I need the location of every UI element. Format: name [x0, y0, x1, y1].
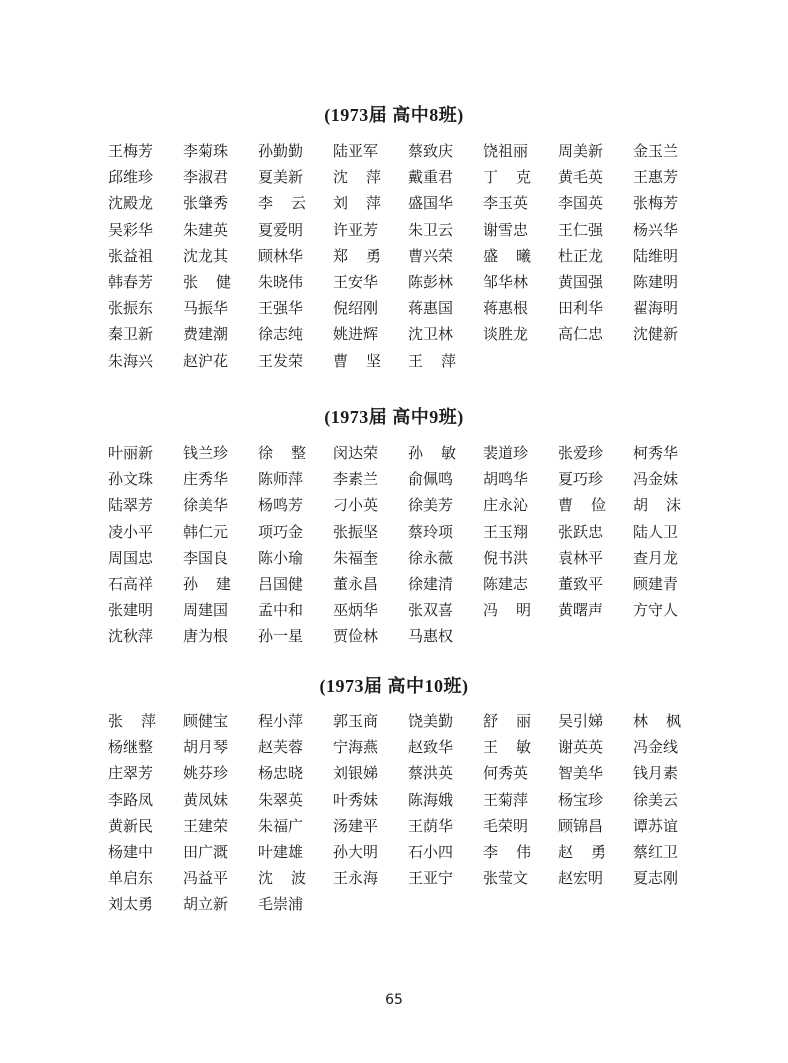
student-name: 夏志刚 — [633, 869, 679, 888]
student-name: 杨建中 — [108, 842, 154, 861]
student-name: 朱建英 — [183, 220, 229, 239]
student-name: 曹兴荣 — [408, 246, 454, 265]
student-name: 孙勤勤 — [258, 142, 304, 160]
student-name: 胡立新 — [183, 895, 229, 914]
student-name: 王强华 — [258, 299, 304, 318]
student-name: 查月龙 — [633, 548, 679, 567]
student-name: 黄凤妹 — [183, 790, 229, 809]
student-name: 孟中和 — [258, 601, 304, 620]
student-name: 沈健新 — [633, 325, 679, 344]
student-name: 李素兰 — [333, 470, 379, 489]
student-name: 王 萍 — [408, 351, 456, 370]
student-name: 王建荣 — [183, 816, 229, 835]
student-name: 许亚芳 — [333, 220, 379, 239]
student-name: 夏巧珍 — [558, 470, 604, 489]
student-name: 盛国华 — [408, 194, 454, 213]
student-name: 沈殿龙 — [108, 194, 154, 213]
student-name: 裴道珍 — [483, 444, 529, 462]
student-name: 徐建清 — [408, 574, 454, 593]
student-name: 王 敏 — [483, 738, 531, 757]
student-name: 孙一星 — [258, 627, 304, 646]
student-name: 倪书洪 — [483, 548, 529, 567]
student-name: 顾林华 — [258, 246, 304, 265]
student-name: 刘银娣 — [333, 764, 379, 783]
student-name: 徐美芳 — [408, 496, 454, 515]
student-name: 吕国健 — [258, 574, 304, 593]
student-name: 张梅芳 — [633, 194, 679, 213]
student-name: 李国英 — [558, 194, 604, 213]
student-name: 冯金妹 — [633, 470, 679, 489]
student-name: 陆维明 — [633, 246, 679, 265]
section-title: (1973届 高中10班) — [319, 676, 469, 696]
student-name: 叶秀妹 — [333, 790, 379, 809]
student-name: 项巧金 — [258, 522, 304, 541]
student-name: 倪绍刚 — [333, 299, 379, 318]
student-name: 蒋惠根 — [483, 299, 529, 318]
student-name: 庄永沁 — [483, 496, 529, 515]
student-name: 张莹文 — [483, 869, 529, 888]
student-name: 秦卫新 — [108, 325, 154, 344]
student-name: 李菊珠 — [183, 142, 229, 160]
student-name: 蔡致庆 — [408, 142, 454, 160]
student-name: 何秀英 — [483, 764, 529, 783]
student-name: 石小四 — [408, 842, 454, 861]
student-name: 徐美华 — [183, 496, 229, 515]
student-name: 赵致华 — [408, 738, 454, 757]
student-name: 张振坚 — [333, 522, 379, 541]
name-grid — [108, 440, 708, 650]
student-name: 王菊萍 — [483, 790, 529, 809]
student-name: 杜正龙 — [558, 246, 604, 265]
student-name: 张双喜 — [408, 601, 454, 620]
student-name: 黄新民 — [108, 816, 154, 835]
student-name: 陆亚军 — [333, 142, 379, 160]
student-name: 胡鸣华 — [483, 470, 529, 489]
student-name: 谭苏谊 — [633, 816, 679, 835]
student-name: 毛荣明 — [483, 816, 529, 835]
student-name: 韩春芳 — [108, 272, 154, 291]
student-name: 杨宝珍 — [558, 790, 604, 809]
student-name: 贾俭林 — [333, 627, 379, 646]
student-name: 周美新 — [558, 142, 604, 160]
student-name: 闵达荣 — [333, 444, 379, 462]
student-name: 曹 俭 — [558, 496, 606, 515]
student-name: 朱翠英 — [258, 790, 304, 809]
student-name: 杨兴华 — [633, 220, 679, 239]
student-name: 程小萍 — [258, 712, 304, 730]
name-grid — [108, 708, 708, 918]
student-name: 翟海明 — [633, 299, 679, 318]
student-name: 谢英英 — [558, 738, 604, 757]
student-name: 顾健宝 — [183, 712, 229, 730]
student-name: 黄毛英 — [558, 168, 604, 187]
student-name: 蒋惠国 — [408, 299, 454, 318]
student-name: 李国良 — [183, 548, 229, 567]
student-name: 陆翠芳 — [108, 496, 154, 515]
student-name: 刘 萍 — [333, 194, 381, 213]
student-name: 饶祖丽 — [483, 142, 529, 160]
student-name: 陆人卫 — [633, 522, 679, 541]
student-name: 宁海燕 — [333, 738, 379, 757]
student-name: 朱福奎 — [333, 548, 379, 567]
student-name: 叶建雄 — [258, 842, 304, 861]
student-name: 张建明 — [108, 601, 154, 620]
student-name: 方守人 — [633, 601, 679, 620]
student-name: 赵芙蓉 — [258, 738, 304, 757]
student-name: 孙文珠 — [108, 470, 154, 489]
student-name: 沈 波 — [258, 869, 306, 888]
student-name: 徐美云 — [633, 790, 679, 809]
student-name: 马惠权 — [408, 627, 454, 646]
student-name: 陈海娥 — [408, 790, 454, 809]
student-name: 郑 勇 — [333, 246, 381, 265]
student-name: 林 枫 — [633, 712, 681, 730]
student-name: 刁小英 — [333, 496, 379, 515]
student-name: 李路凤 — [108, 790, 154, 809]
section-title: (1973届 高中8班) — [324, 105, 464, 125]
student-name: 徐志纯 — [258, 325, 304, 344]
student-name: 韩仁元 — [183, 522, 229, 541]
student-name: 李 伟 — [483, 842, 531, 861]
student-name: 蔡洪英 — [408, 764, 454, 783]
student-name: 费建潮 — [183, 325, 229, 344]
student-name: 庄秀华 — [183, 470, 229, 489]
student-name: 张跃忠 — [558, 522, 604, 541]
student-name: 陈建明 — [633, 272, 679, 291]
student-name: 谈胜龙 — [483, 325, 529, 344]
student-name: 李淑君 — [183, 168, 229, 187]
student-name: 董永昌 — [333, 574, 379, 593]
student-name: 盛 曦 — [483, 246, 531, 265]
student-name: 周建国 — [183, 601, 229, 620]
student-name: 谢雪忠 — [483, 220, 529, 239]
student-name: 石高祥 — [108, 574, 154, 593]
student-name: 金玉兰 — [633, 142, 679, 160]
student-name: 张 健 — [183, 272, 231, 291]
student-name: 沈卫林 — [408, 325, 454, 344]
student-name: 孙大明 — [333, 842, 379, 861]
student-name: 丁 克 — [483, 168, 531, 187]
student-name: 陈建志 — [483, 574, 529, 593]
student-name: 陈彭林 — [408, 272, 454, 291]
student-name: 吴引娣 — [558, 712, 604, 730]
student-name: 张肇秀 — [183, 194, 229, 213]
student-name: 饶美勤 — [408, 712, 454, 730]
student-name: 钱月素 — [633, 764, 679, 783]
student-name: 汤建平 — [333, 816, 379, 835]
student-name: 凌小平 — [108, 522, 154, 541]
student-name: 巫炳华 — [333, 601, 379, 620]
student-name: 沈秋萍 — [108, 627, 154, 646]
student-name: 俞佩鸣 — [408, 470, 454, 489]
section-title: (1973届 高中9班) — [324, 407, 464, 427]
student-name: 冯益平 — [183, 869, 229, 888]
student-name: 胡月琴 — [183, 738, 229, 757]
student-name: 李 云 — [258, 194, 306, 213]
student-name: 戴重君 — [408, 168, 454, 187]
student-name: 王安华 — [333, 272, 379, 291]
student-name: 柯秀华 — [633, 444, 679, 462]
student-name: 冯金线 — [633, 738, 679, 757]
student-name: 曹 坚 — [333, 351, 381, 370]
student-name: 张益祖 — [108, 246, 154, 265]
name-grid — [108, 138, 708, 374]
student-name: 王仁强 — [558, 220, 604, 239]
student-name: 马振华 — [183, 299, 229, 318]
student-name: 王惠芳 — [633, 168, 679, 187]
student-name: 蔡玲项 — [408, 522, 454, 541]
student-name: 沈 萍 — [333, 168, 381, 187]
student-name: 杨忠晓 — [258, 764, 304, 783]
student-name: 徐 整 — [258, 444, 306, 462]
student-name: 朱海兴 — [108, 351, 154, 370]
student-name: 吴彩华 — [108, 220, 154, 239]
student-name: 胡 沫 — [633, 496, 681, 515]
student-name: 杨继整 — [108, 738, 154, 757]
student-name: 邱维珍 — [108, 168, 154, 187]
student-name: 夏美新 — [258, 168, 304, 187]
student-name: 姚芬珍 — [183, 764, 229, 783]
student-name: 田广溉 — [183, 842, 229, 861]
student-name: 姚进辉 — [333, 325, 379, 344]
student-name: 蔡红卫 — [633, 842, 679, 861]
student-name: 黄国强 — [558, 272, 604, 291]
student-name: 袁林平 — [558, 548, 604, 567]
student-name: 唐为根 — [183, 627, 229, 646]
student-name: 朱卫云 — [408, 220, 454, 239]
student-name: 张爱珍 — [558, 444, 604, 462]
student-name: 徐永薇 — [408, 548, 454, 567]
student-name: 王荫华 — [408, 816, 454, 835]
student-name: 王玉翔 — [483, 522, 529, 541]
student-name: 钱兰珍 — [183, 444, 229, 462]
student-name: 单启东 — [108, 869, 154, 888]
student-name: 赵宏明 — [558, 869, 604, 888]
student-name: 陈师萍 — [258, 470, 304, 489]
student-name: 李玉英 — [483, 194, 529, 213]
student-name: 王亚宁 — [408, 869, 454, 888]
student-name: 张振东 — [108, 299, 154, 318]
student-name: 王永海 — [333, 869, 379, 888]
student-name: 陈小瑜 — [258, 548, 304, 567]
student-name: 朱晓伟 — [258, 272, 304, 291]
student-name: 刘太勇 — [108, 895, 154, 914]
student-name: 王发荣 — [258, 351, 304, 370]
student-name: 赵沪花 — [183, 351, 229, 370]
student-name: 高仁忠 — [558, 325, 604, 344]
student-name: 顾建青 — [633, 574, 679, 593]
student-name: 智美华 — [558, 764, 604, 783]
student-name: 夏爱明 — [258, 220, 304, 239]
student-name: 董致平 — [558, 574, 604, 593]
student-name: 冯 明 — [483, 601, 531, 620]
student-name: 孙 建 — [183, 574, 231, 593]
student-name: 黄曙声 — [558, 601, 604, 620]
student-name: 庄翠芳 — [108, 764, 154, 783]
student-name: 郭玉商 — [333, 712, 379, 730]
student-name: 邹华林 — [483, 272, 529, 291]
student-name: 叶丽新 — [108, 444, 154, 462]
student-name: 赵 勇 — [558, 842, 606, 861]
student-name: 舒 丽 — [483, 712, 531, 730]
student-name: 杨鸣芳 — [258, 496, 304, 515]
student-name: 王梅芳 — [108, 142, 154, 160]
student-name: 毛崇浦 — [258, 895, 304, 914]
page-number: 65 — [385, 992, 403, 1008]
student-name: 张 萍 — [108, 712, 156, 730]
student-name: 周国忠 — [108, 548, 154, 567]
student-name: 朱福广 — [258, 816, 304, 835]
student-name: 顾锦昌 — [558, 816, 604, 835]
student-name: 孙 敏 — [408, 444, 456, 462]
student-name: 沈龙其 — [183, 246, 229, 265]
student-name: 田利华 — [558, 299, 604, 318]
